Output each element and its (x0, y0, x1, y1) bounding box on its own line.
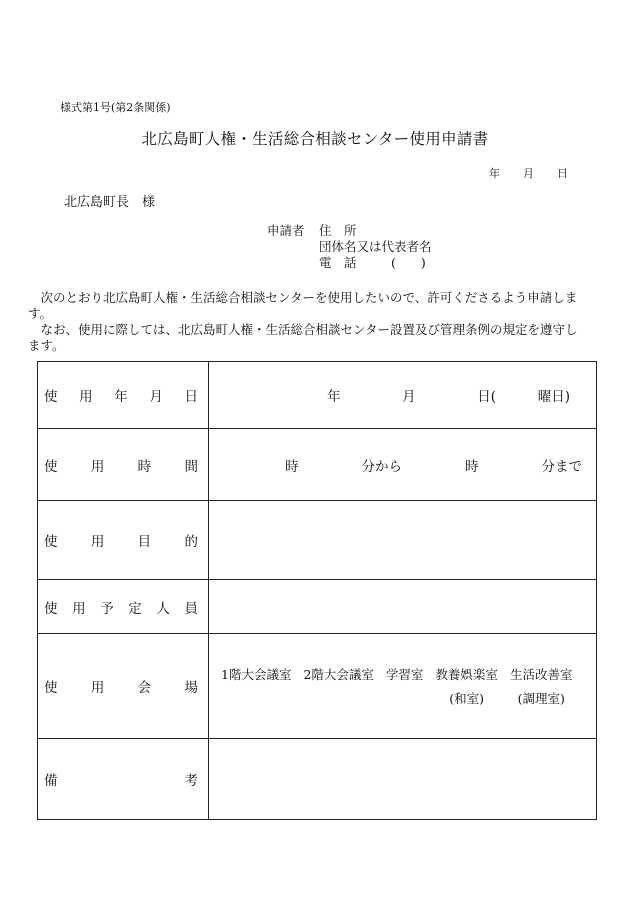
venue-sub: (和室) (449, 691, 485, 706)
venue-option[interactable] (303, 665, 373, 707)
table-row-time (38, 429, 597, 501)
time-end-hour: 時 (465, 458, 479, 475)
label-char: 年 (114, 389, 128, 405)
row-label-time (38, 429, 209, 501)
venue-option[interactable] (221, 665, 291, 707)
time-start-minute: 分から (361, 458, 402, 475)
label-char: 用 (90, 458, 105, 475)
venue-option[interactable] (510, 665, 573, 707)
venue-name: 1階大会議室 (221, 667, 292, 682)
group-name-label: 団体名又は代表者名 (319, 239, 432, 254)
label-char: 月 (149, 389, 163, 405)
date-year: 年 (327, 389, 341, 405)
label-char: 目 (137, 534, 152, 550)
venue-value-cell (209, 634, 597, 739)
date-day-label: 日 (557, 167, 568, 180)
label-char: 使 (44, 458, 58, 475)
label-char: 使 (44, 389, 58, 405)
time-end-minute: 分まで (541, 458, 582, 475)
label-char: 時 (137, 458, 152, 475)
date-year-label: 年 (489, 167, 500, 180)
label-char: 使 (44, 600, 58, 617)
date-month: 月 (402, 389, 416, 405)
purpose-value-cell[interactable] (209, 501, 597, 580)
time-start-hour: 時 (285, 458, 299, 475)
table-row-venue (38, 634, 597, 739)
label-char: 的 (184, 534, 198, 550)
row-label-attendees (38, 580, 209, 634)
label-char: 人 (156, 600, 170, 617)
form-number: 様式第1号(第2条関係) (60, 101, 171, 114)
date-line (489, 165, 568, 181)
row-label-venue (38, 634, 209, 739)
applicant-label: 申請者 (267, 223, 305, 238)
date-month-label: 月 (523, 167, 534, 180)
table-row-purpose (38, 501, 597, 580)
venue-option[interactable] (386, 665, 424, 707)
venue-name: 学習室 (385, 667, 424, 682)
venue-name: 2階大会議室 (303, 667, 374, 682)
table-row-attendees (38, 580, 597, 634)
time-value-cell[interactable] (209, 429, 597, 501)
date-weekday: 曜日) (537, 389, 570, 405)
phone-label: 電 話 (319, 255, 357, 270)
label-char: 使 (44, 680, 58, 696)
label-char: 使 (44, 534, 58, 550)
label-char: 用 (90, 680, 105, 696)
label-char: 備 (44, 773, 58, 789)
body-paragraph: なお、使用に際しては、北広島町人権・生活総合相談センター設置及び管理条例の規定を遵守します。 (28, 322, 578, 353)
label-char: 用 (72, 600, 86, 617)
label-char: 会 (137, 680, 152, 696)
addressee: 北広島町長 様 (64, 195, 156, 210)
venue-name: 教養娯楽室 (435, 667, 498, 682)
label-char: 用 (79, 389, 93, 405)
address-label: 住 所 (319, 223, 357, 238)
row-label-remarks (38, 739, 209, 820)
row-label-purpose (38, 501, 209, 580)
date-day: 日( (477, 389, 497, 405)
label-char: 員 (184, 600, 198, 617)
label-char: 用 (90, 534, 105, 550)
attendees-value-cell[interactable] (209, 580, 597, 634)
label-char: 場 (184, 680, 198, 696)
row-label-date (38, 362, 209, 429)
label-char: 考 (184, 773, 198, 789)
label-char: 定 (128, 600, 142, 617)
venue-name: 生活改善室 (509, 667, 573, 682)
table-row-remarks (38, 739, 597, 820)
body-paragraph: 次のとおり北広島町人権・生活総合相談センターを使用したいので、許可くださるよう申請します。 (28, 290, 578, 321)
body-text (28, 290, 588, 354)
venue-option[interactable] (435, 665, 498, 707)
phone-parens: ( ) (391, 255, 426, 270)
label-char: 予 (100, 600, 114, 617)
remarks-value-cell[interactable] (209, 739, 597, 820)
venue-sub: (調理室) (517, 691, 565, 706)
date-value-cell[interactable] (209, 362, 597, 429)
document-title: 北広島町人権・生活総合相談センター使用申請書 (141, 130, 489, 148)
usage-table (37, 361, 597, 820)
label-char: 日 (184, 389, 198, 405)
label-char: 間 (184, 458, 198, 475)
table-row-date (38, 362, 597, 429)
